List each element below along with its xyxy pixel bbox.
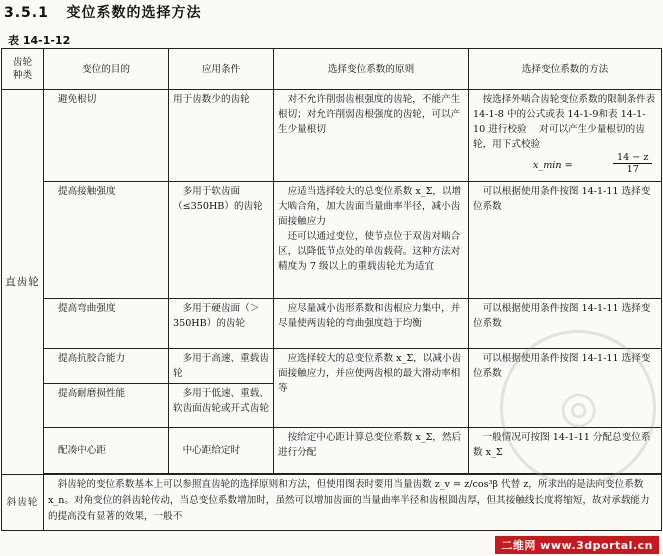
condition-cell: 中心距给定时 (169, 428, 274, 474)
header-gear-type: 齿轮 种类 (2, 49, 44, 90)
condition-cell: 多用于低速、重载、软齿面齿轮或开式齿轮 (169, 384, 274, 428)
formula-numerator: 14 − z (613, 152, 652, 164)
table-row (2, 349, 662, 384)
formula-lhs: x_min = (533, 160, 573, 171)
formula-fraction (613, 152, 652, 175)
method-cell: 可以根据使用条件按图 14-1-11 选择变位系数 (469, 182, 662, 299)
method-text: 按选择外啮合齿轮变位系数的限制条件表 14-1-8 中的公式或表 14-1-9和表 14-1-10 进行校验 对可以产生少量根切的齿轮，用下式校验 (473, 94, 656, 150)
method-cell: 可以根据使用条件按图 14-1-11 选择变位系数 (469, 349, 662, 428)
table-row (2, 182, 662, 299)
purpose-cell: 避免根切 (44, 90, 169, 182)
principle-cell: 对不允许削弱齿根强度的齿轮，不能产生根切；对允许削弱齿根强度的齿轮，可以产生少量根切 (274, 90, 469, 182)
table-row (2, 475, 662, 531)
table-row (2, 299, 662, 349)
principle-cell: 应选择较大的总变位系数 x_Σ，以减小齿面接触应力，并应使两齿根的最大滑动率相等 (274, 349, 469, 428)
condition-cell: 多用于硬齿面（＞350HB）的齿轮 (169, 299, 274, 349)
gear-type-spur: 直齿轮 (2, 90, 44, 475)
header-purpose: 变位的目的 (44, 49, 169, 90)
min-shift-formula (473, 152, 657, 176)
purpose-cell: 提高弯曲强度 (44, 299, 169, 349)
header-method: 选择变位系数的方法 (469, 49, 662, 90)
purpose-cell: 提高耐磨损性能 (44, 384, 169, 428)
purpose-cell: 配凑中心距 (44, 428, 169, 474)
section-title: 变位系数的选择方法 (66, 5, 202, 21)
purpose-cell: 提高接触强度 (44, 182, 169, 299)
section-number: 3.5.1 (4, 5, 49, 21)
table-row (2, 428, 662, 474)
watermark-seal-icon: ◎ (482, 312, 663, 503)
gear-type-helical: 斜齿轮 (2, 475, 44, 531)
condition-cell: 多用于软齿面（≤350HB）的齿轮 (169, 182, 274, 299)
header-principle: 选择变位系数的原则 (274, 49, 469, 90)
helical-description: 斜齿轮的变位系数基本上可以参照直齿轮的选择原则和方法，但使用图表时要用当量齿数 z_v = z/cos³β 代替 z，所求出的是法向变位系数 x_n。对角变位的斜齿轮传动，当总变位系数增加时，虽然可以增加齿面的当量曲率半径和齿根圆齿厚，但其接触线长度将缩短，故对承载能力的提高没有显著的效果，一般不 (44, 475, 662, 531)
section-heading (4, 2, 202, 22)
table-number: 表 14-1-12 (8, 34, 71, 47)
method-cell (469, 90, 662, 182)
formula-denominator: 17 (626, 164, 639, 175)
principle-cell: 应适当选择较大的总变位系数 x_Σ，以增大啮合角，加大齿面当量曲率半径，减小齿面接触应力 还可以通过变位，使节点位于双齿对啮合区，以降低节点处的单齿载荷。这种方法对精度为 7 级以上的重载齿轮尤为适宜 (274, 182, 469, 299)
site-watermark-banner: 二维网 www.3dportal.cn (495, 536, 659, 554)
table-header-row (2, 49, 662, 90)
condition-cell: 用于齿数少的齿轮 (169, 90, 274, 182)
condition-cell: 多用于高速、重载齿轮 (169, 349, 274, 384)
method-cell: 一般情况可按图 14-1-11 分配总变位系数 x_Σ (469, 428, 662, 474)
principle-cell: 应尽量减小齿形系数和齿根应力集中，并尽量使两齿轮的弯曲强度趋于均衡 (274, 299, 469, 349)
header-condition: 应用条件 (169, 49, 274, 90)
principle-cell: 按给定中心距计算总变位系数 x_Σ，然后进行分配 (274, 428, 469, 474)
table-row (2, 90, 662, 182)
purpose-cell: 提高抗胶合能力 (44, 349, 169, 384)
shift-coefficient-table (1, 48, 662, 531)
method-cell: 可以根据使用条件按图 14-1-11 选择变位系数 (469, 299, 662, 349)
